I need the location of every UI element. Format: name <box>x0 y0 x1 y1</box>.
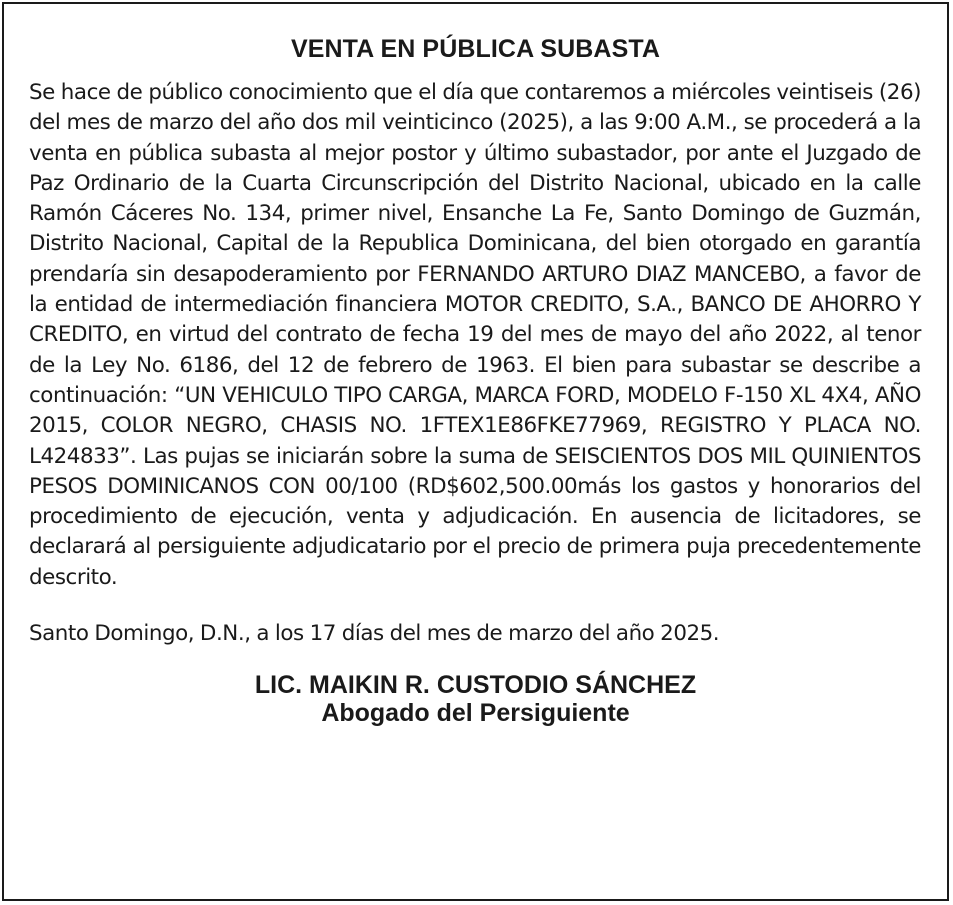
notice-body: Se hace de público conocimiento que el día que contaremos a miércoles veintiseis (26) del mes de marzo del año dos mil veinticinco (2025), a las 9:00 A.M., se procederá a la venta en pública subasta al mejor postor y último subastador, por ante el Juzgado de Paz Ordinario de la Cuarta Circunscripción del Distrito Nacional, ubicado en la calle Ramón Cáceres No. 134, primer nivel, Ensanche La Fe, Santo Domingo de Guzmán, Distrito Nacional, Capital de la Republica Dominicana, del bien otorgado en garantía prendaría sin desapoderamiento por FERNANDO ARTURO DIAZ MANCEBO, a favor de la entidad de intermediación financiera MOTOR CREDITO, S.A., BANCO DE AHORRO Y CREDITO, en virtud del contrato de fecha 19 del mes de mayo del año 2022, al tenor de la Ley No. 6186, del 12 de febrero de 1963. El bien para subastar se describe a continuación: “UN VEHICULO TIPO CARGA, MARCA FORD, MODELO F-150 XL 4X4, AÑO 2015, COLOR NEGRO, CHASIS NO. 1FTEX1E86FKE77969, REGISTRO Y PLACA NO. L424833”. Las pujas se iniciarán sobre la suma de SEISCIENTOS DOS MIL QUINIENTOS PESOS DOMINICANOS CON 00/100 (RD$602,500.00más los gastos y honorarios del procedimiento de ejecución, venta y adjudicación. En ausencia de licitadores, se declarará al persiguiente adjudicatario por el precio de primera puja precedentemente descrito. <box>29 80 921 590</box>
signature-name: LIC. MAIKIN R. CUSTODIO SÁNCHEZ <box>254 671 697 700</box>
signature-role: Abogado del Persiguiente <box>321 699 630 728</box>
notice-title: VENTA EN PÚBLICA SUBASTA <box>290 35 661 63</box>
notice-date-line: Santo Domingo, D.N., a los 17 días del mes de marzo del año 2025. <box>29 621 720 647</box>
auction-notice <box>2 2 949 901</box>
signature-block <box>4 671 947 727</box>
